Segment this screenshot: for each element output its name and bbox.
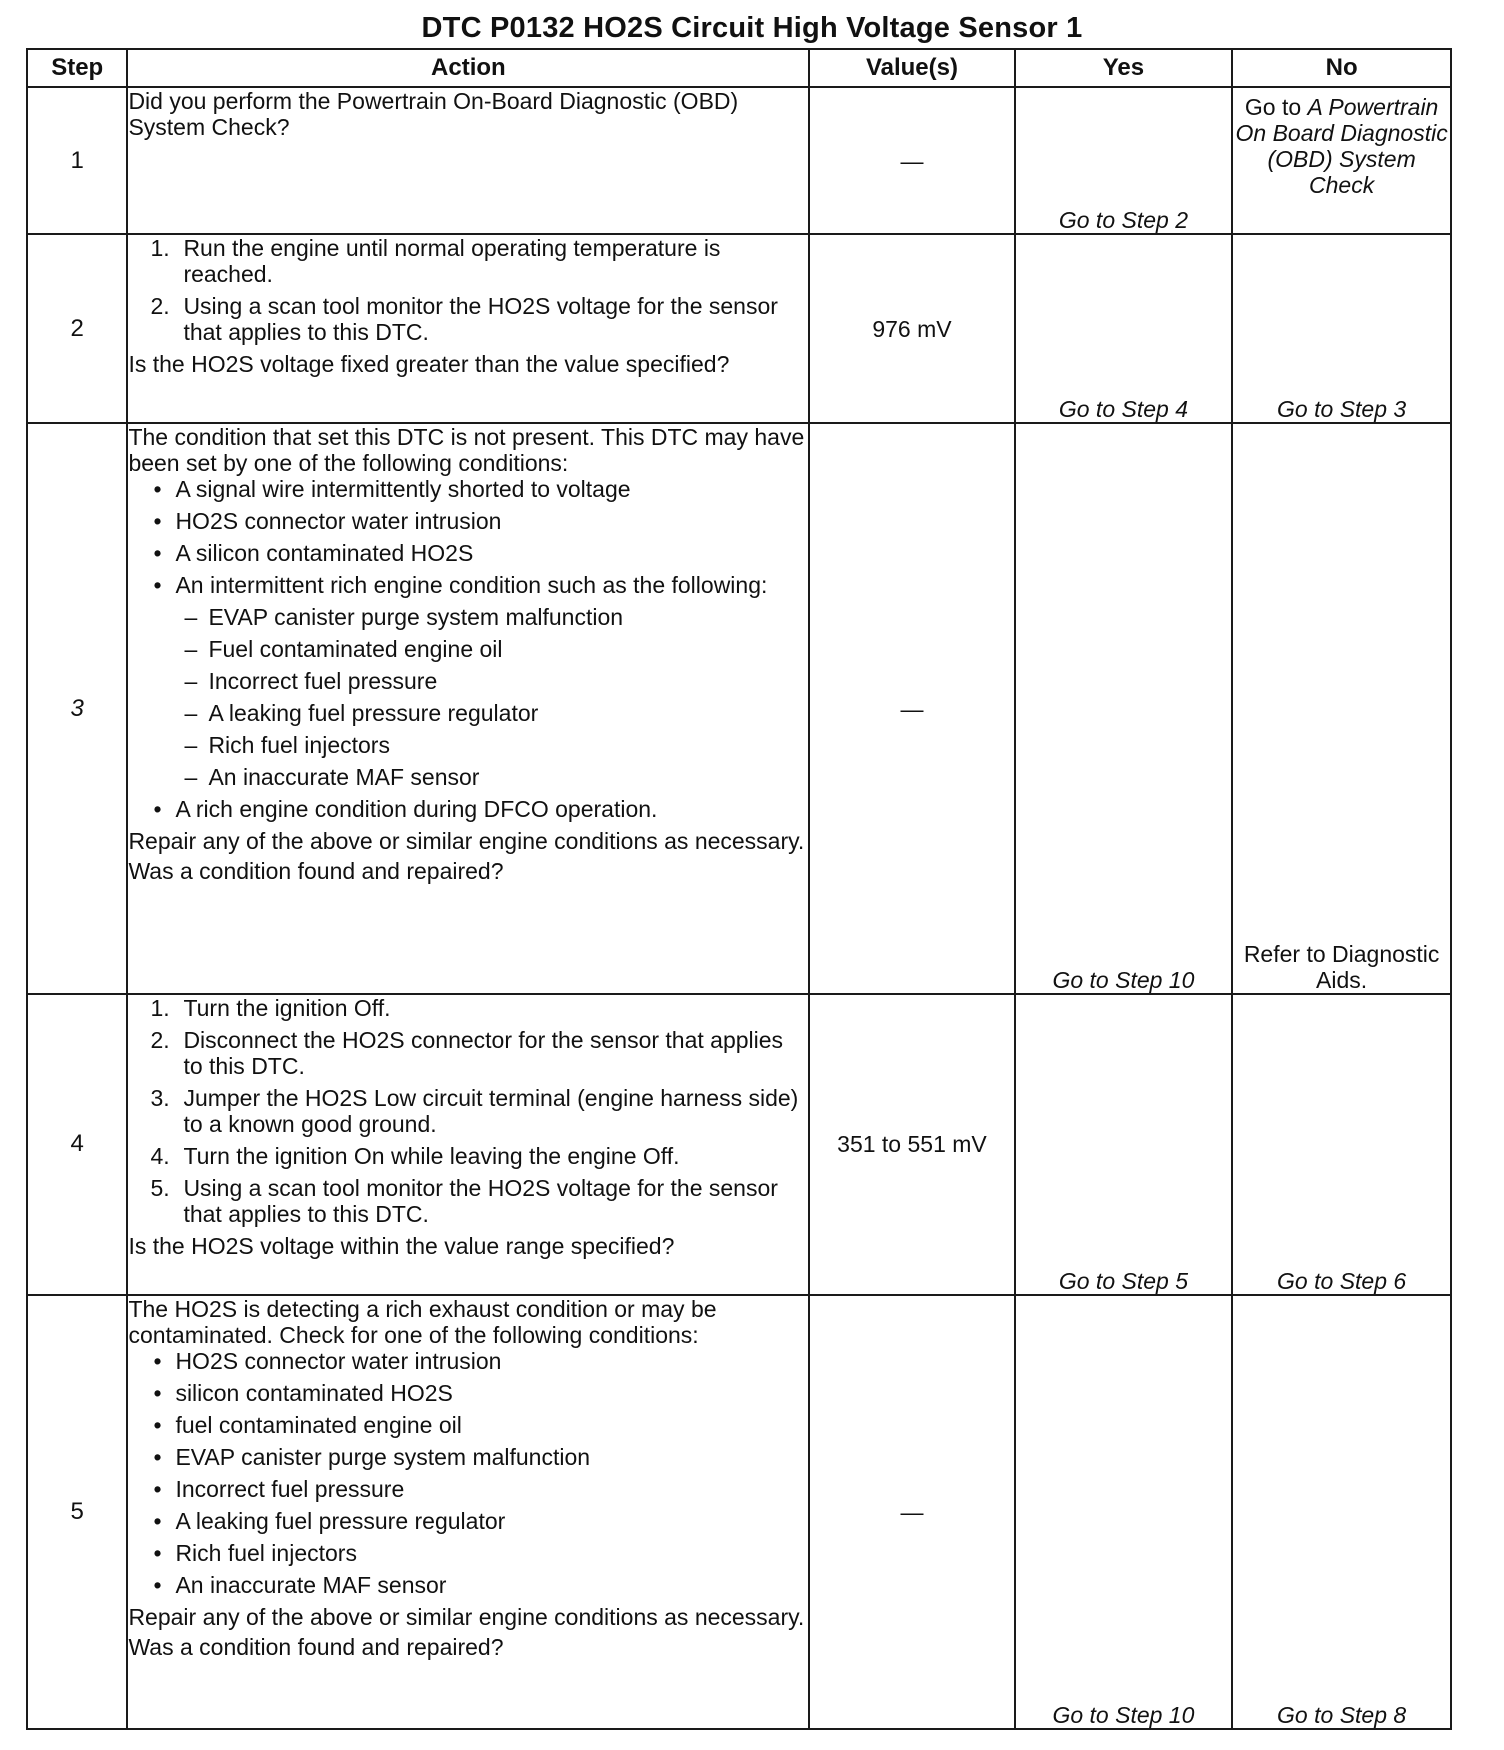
list-item: • A leaking fuel pressure regulator [153,1507,506,1534]
table-row [27,994,1451,1295]
list-item: • EVAP canister purge system malfunction [153,1443,591,1470]
numbered-list [128,995,808,1227]
sub-list-item: – Fuel contaminated engine oil [184,636,503,663]
list-item: 2. Disconnect the HO2S connector for the sensor that applies to this DTC. [150,1026,784,1079]
list-item: • HO2S connector water intrusion [153,1347,502,1374]
action-cell [127,234,809,423]
intro-text: The condition that set this DTC is not present. This DTC may have been set by one of the following conditions: [128,424,805,477]
no-prefix: Go to [1244,94,1302,120]
bullet-list [128,1348,808,1598]
header-no: No [1232,49,1451,87]
numbered-list [128,235,808,345]
action-cell [127,87,809,234]
step-number: 4 [27,994,127,1295]
question-text: Is the HO2S voltage within the value range specified? [128,1232,675,1259]
page-title: DTC P0132 HO2S Circuit High Voltage Sensor 1 [421,12,1083,44]
sub-list-item: – A leaking fuel pressure regulator [184,700,539,727]
header-step: Step [27,49,127,87]
list-item: • A silicon contaminated HO2S [153,540,474,567]
no-cell [1232,87,1451,234]
repair-text: Repair any of the above or similar engine conditions as necessary. [128,1603,805,1630]
list-item: • An inaccurate MAF sensor [153,1571,447,1598]
yes-cell: Go to Step 5 [1015,994,1233,1295]
sub-list-item: – An inaccurate MAF sensor [184,764,480,791]
value-cell: — [809,87,1014,234]
header-values: Value(s) [809,49,1014,87]
list-item: • silicon contaminated HO2S [153,1379,453,1406]
list-item: 2. Using a scan tool monitor the HO2S voltage for the sensor that applies to this DTC. [150,293,778,346]
list-item: • HO2S connector water intrusion [153,508,502,535]
list-item: • Incorrect fuel pressure [153,1475,405,1502]
yes-cell: Go to Step 10 [1015,1295,1233,1729]
list-item: • A rich engine condition during DFCO operation. [153,796,658,823]
table-row [27,87,1451,234]
list-item: 3. Jumper the HO2S Low circuit terminal (engine harness side) to a known good ground. [150,1084,799,1137]
question-text: Is the HO2S voltage fixed greater than the value specified? [128,351,730,378]
no-cell: Go to Step 6 [1232,994,1451,1295]
step-number: 5 [27,1295,127,1729]
yes-cell: Go to Step 2 [1015,87,1233,234]
yes-cell: Go to Step 4 [1015,234,1233,423]
header-yes: Yes [1015,49,1233,87]
list-item: 4. Turn the ignition On while leaving the engine Off. [150,1142,680,1169]
step-number: 3 [27,423,127,993]
action-cell [127,994,809,1295]
no-cell: Go to Step 8 [1232,1295,1451,1729]
sub-list-item: – Rich fuel injectors [184,732,390,759]
list-item: • fuel contaminated engine oil [153,1411,462,1438]
list-item: • An intermittent rich engine condition such as the following: – EVAP canister purge system malfunction – Fuel contaminated engine oil – Incorrect fuel pressure – A leaking fuel pressure regulator – Rich fuel injectors – An inaccurate MAF sensor [128,572,808,790]
list-item: • A signal wire intermittently shorted to voltage [153,476,631,503]
no-link: A Powertrain On Board Diagnostic (OBD) System Check [1235,94,1448,198]
sub-list-item: – Incorrect fuel pressure [184,668,438,695]
value-cell: — [809,423,1014,993]
header-row [27,49,1451,87]
list-item: 1. Run the engine until normal operating temperature is reached. [150,235,721,288]
list-item: 1. Turn the ignition Off. [150,994,391,1021]
value-cell: 351 to 551 mV [809,994,1014,1295]
list-item: • Rich fuel injectors [153,1539,357,1566]
value-cell: — [809,1295,1014,1729]
step-number: 1 [27,87,127,234]
action-cell [127,1295,809,1729]
diagnostic-table [26,48,1452,1730]
table-row [27,423,1451,993]
sub-list-item: – EVAP canister purge system malfunction [184,604,624,631]
question-text: Was a condition found and repaired? [128,1633,504,1660]
question-text: Was a condition found and repaired? [128,858,504,885]
intro-text: The HO2S is detecting a rich exhaust condition or may be contaminated. Check for one of the following conditions: [128,1295,717,1348]
repair-text: Repair any of the above or similar engine conditions as necessary. [128,828,805,855]
step-number: 2 [27,234,127,423]
sub-list [175,604,808,790]
yes-cell: Go to Step 10 [1015,423,1233,993]
table-row [27,1295,1451,1729]
no-cell: Go to Step 3 [1232,234,1451,423]
list-item: 5. Using a scan tool monitor the HO2S voltage for the sensor that applies to this DTC. [150,1174,778,1227]
bullet-list [128,476,808,822]
value-cell: 976 mV [809,234,1014,423]
no-cell: Refer to Diagnostic Aids. [1232,423,1451,993]
table-row [27,234,1451,423]
header-action: Action [127,49,809,87]
action-cell [127,423,809,993]
action-text: Did you perform the Powertrain On-Board Diagnostic (OBD) System Check? [128,88,739,140]
